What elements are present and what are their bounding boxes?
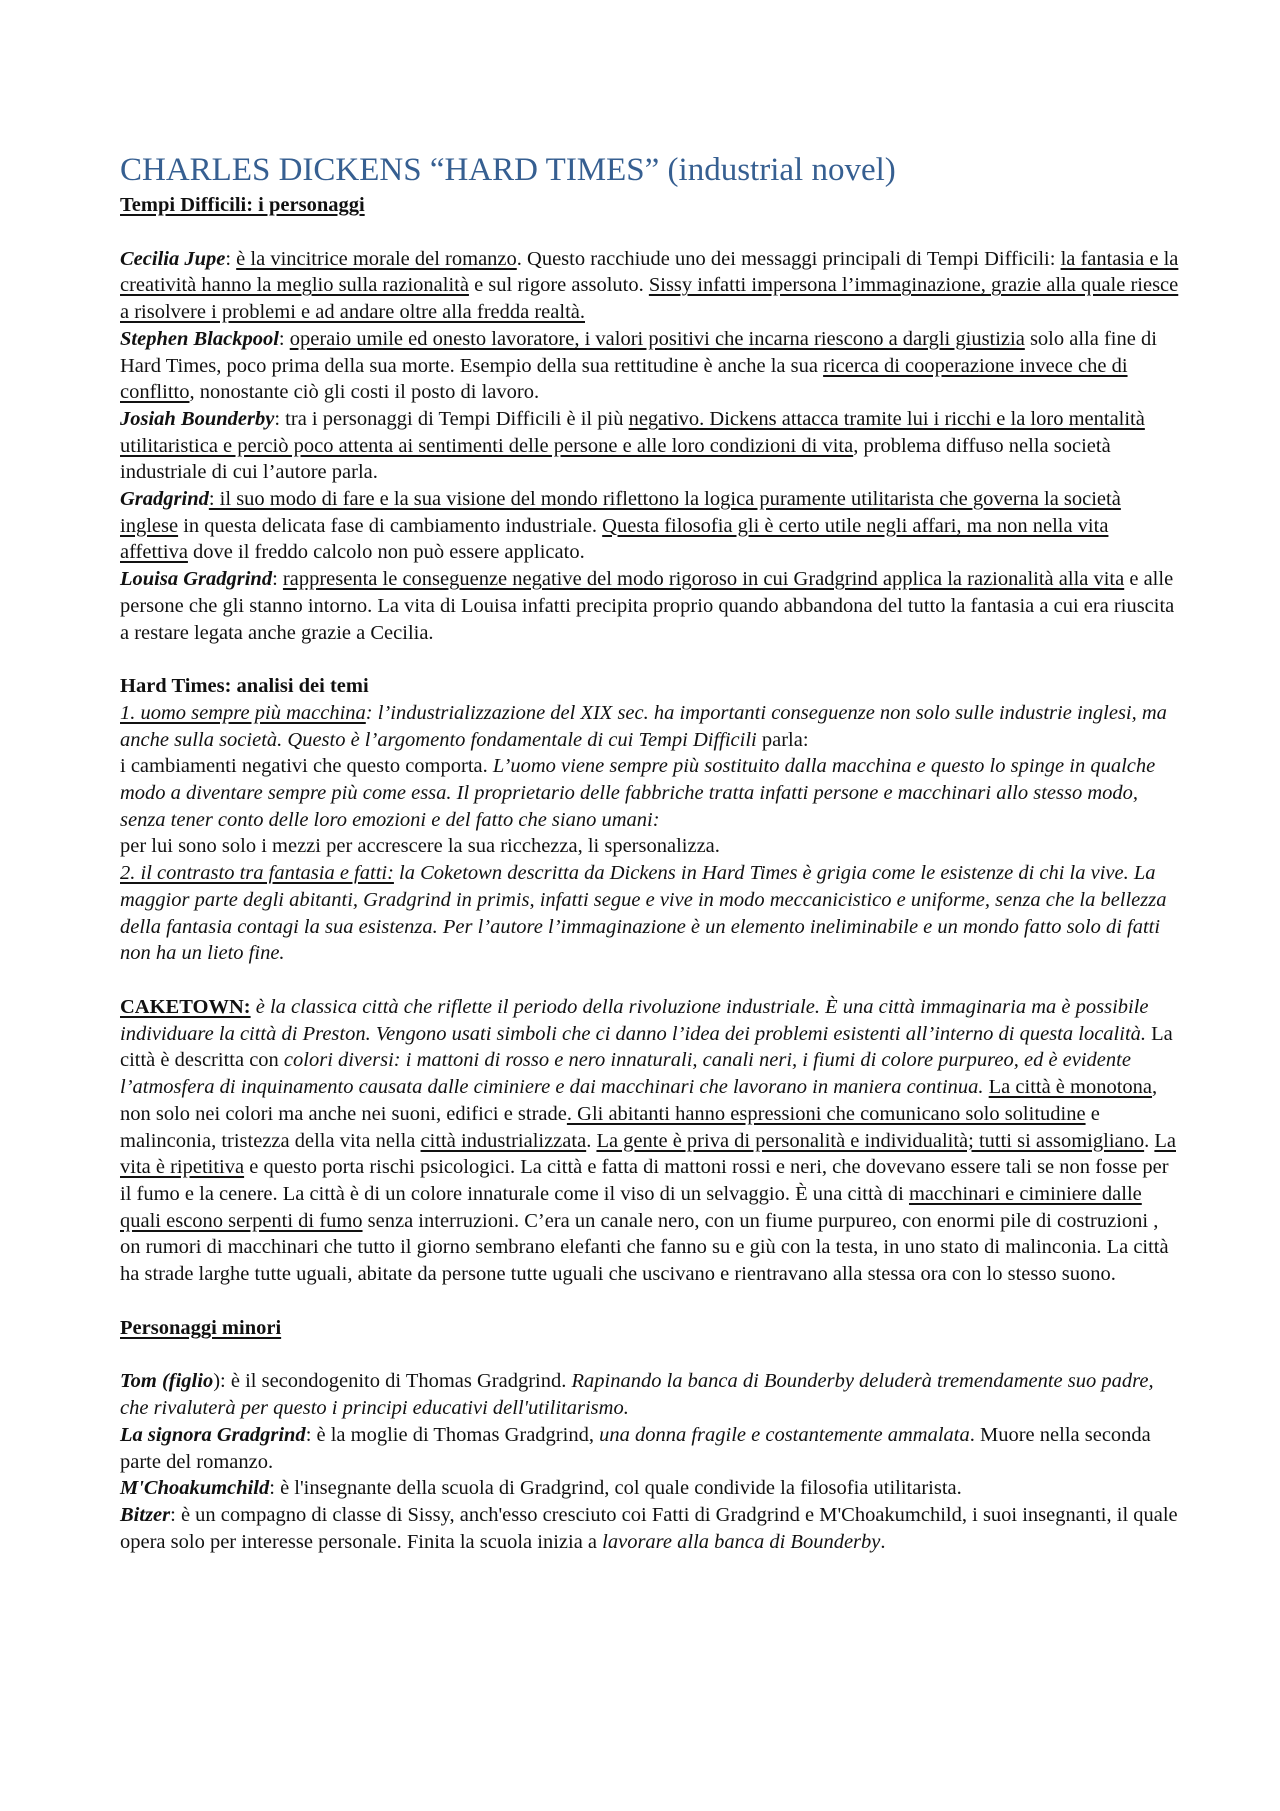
character-name: Bitzer bbox=[120, 1503, 171, 1526]
paragraph-caketown: CAKETOWN: è la classica città che riflette il periodo della rivoluzione industriale. È una città immaginaria ma è possibile individuare la città di Preston. Vengono usati simboli che ci danno l’idea dei problemi esistenti all’interno di questa località. La città è descritta con colori diversi: i mattoni di rosso e nero innaturali, canali neri, i fiumi di colore purpureo, ed è evidente l’atmosfera di inquinamento causata dalle ciminiere e dai macchinari che lavorano in maniera continua. La città è monotona, non solo nei colori ma anche nei suoni, edifici e strade. Gli abitanti hanno espressioni che comunicano solo solitudine e malinconia, tristezza della vita nella città industrializzata. La gente è priva di personalità e individualità; tutti si assomigliano. La vita è ripetitiva e questo porta rischi psicologici. La città e fatta di mattoni rossi e neri, che dovevano essere tali se non fosse per il fumo e la cenere. La città è di un colore innaturale come il viso di un selvaggio. È una città di macchinari e ciminiere dalle quali escono serpenti di fumo senza interruzioni. C’era un canale nero, con un fiume purpureo, con enormi pile di costruzioni , on rumori di macchinari che tutto il giorno sembrano elefanti che fanno su e giù con la testa, in uno stato di malinconia. La città ha strade larghe tutte uguali, abitate da persone tutte uguali che uscivano e rientravano alla stessa ora con lo stesso suono. bbox=[120, 995, 1176, 1286]
document-page bbox=[120, 150, 1180, 1555]
spacer bbox=[120, 219, 1180, 246]
spacer bbox=[120, 1288, 1180, 1315]
character-name: Gradgrind bbox=[120, 488, 209, 511]
character-name: Josiah Bounderby bbox=[120, 407, 275, 430]
character-name: Louisa Gradgrind bbox=[120, 568, 273, 591]
character-name: Stephen Blackpool bbox=[120, 327, 279, 350]
theme-label: 1. uomo sempre più macchina bbox=[120, 701, 366, 724]
character-name: M'Choakumchild bbox=[120, 1477, 270, 1500]
paragraph-bitzer: Bitzer: è un compagno di classe di Sissy, anch'esso cresciuto coi Fatti di Gradgrind e M'Choakumchild, i suoi insegnanti, il quale opera solo per interesse personale. Finita la scuola inizia a lavorare alla banca di Bounderby. bbox=[120, 1503, 1178, 1553]
paragraph-theme-1: 1. uomo sempre più macchina: l’industrializzazione del XIX sec. ha importanti conseguenze non solo sulle industrie inglesi, ma anche sulla società. Questo è l’argomento fondamentale di cui Tempi Difficili parla: i cambiamenti negativi che questo comporta. L’uomo viene sempre più sostituito dalla macchina e questo lo spinge in qualche modo a diventare sempre più come essa. Il proprietario delle fabbriche tratta infatti persone e macchinari allo stesso modo, senza tener conto delle loro emozioni e del fatto che siano umani: per lui sono solo i mezzi per accrescere la sua ricchezza, li spersonalizza. bbox=[120, 701, 1167, 858]
paragraph-josiah-bounderby: Josiah Bounderby: tra i personaggi di Tempi Difficili è il più negativo. Dickens attacca tramite lui i ricchi e la loro mentalità utilitaristica e perciò poco attenta ai sentimenti delle persone e alle loro condizioni di vita, problema diffuso nella società industriale di cui l’autore parla. bbox=[120, 407, 1145, 484]
theme-label: 2. il contrasto tra fantasia e fatti: bbox=[120, 862, 394, 885]
paragraph-cecilia-jupe: Cecilia Jupe: è la vincitrice morale del romanzo. Questo racchiude uno dei messaggi principali di Tempi Difficili: la fantasia e la creatività hanno la meglio sulla razionalità e sul rigore assoluto. Sissy infatti impersona l’immaginazione, grazie alla quale riesce a risolvere i problemi e ad andare oltre alla fredda realtà. bbox=[120, 247, 1179, 324]
section-heading-personaggi-minori: Personaggi minori bbox=[120, 1316, 282, 1339]
spacer bbox=[120, 1341, 1180, 1368]
paragraph-gradgrind: Gradgrind: il suo modo di fare e la sua visione del mondo riflettono la logica puramente utilitarista che governa la società inglese in questa delicata fase di cambiamento industriale. Questa filosofia gli è certo utile negli affari, ma non nella vita affettiva dove il freddo calcolo non può essere applicato. bbox=[120, 488, 1121, 564]
paragraph-tom: Tom (figlio): è il secondogenito di Thomas Gradgrind. Rapinando la banca di Bounderby deluderà tremendamente suo padre, che rivaluterà per questo i principi educativi dell'utilitarismo. bbox=[120, 1370, 1154, 1420]
character-name: Cecilia Jupe bbox=[120, 247, 226, 270]
character-name: Tom (figlio bbox=[120, 1370, 214, 1393]
section-heading-personaggi: Tempi Difficili: i personaggi bbox=[120, 194, 365, 216]
caketown-label: CAKETOWN: bbox=[120, 995, 251, 1018]
paragraph-theme-2: 2. il contrasto tra fantasia e fatti: la Coketown descritta da Dickens in Hard Times è grigia come le esistenze di chi la vive. La maggior parte degli abitanti, Gradgrind in primis, infatti segue e vive in modo meccanicistico e uniforme, senza che la bellezza della fantasia contagi la sua esistenza. Per l’autore l’immaginazione è un elemento ineliminabile e un mondo fatto solo di fatti non ha un lieto fine. bbox=[120, 862, 1167, 965]
paragraph-louisa-gradgrind: Louisa Gradgrind: rappresenta le conseguenze negative del modo rigoroso in cui Gradgrind applica la razionalità alla vita e alle persone che gli stanno intorno. La vita di Louisa infatti precipita proprio quando abbandona del tutto la fantasia a cui era riuscita a restare legata anche grazie a Cecilia. bbox=[120, 568, 1175, 644]
document-title: CHARLES DICKENS “HARD TIMES” (industrial novel) bbox=[120, 152, 896, 188]
spacer bbox=[120, 967, 1180, 994]
spacer bbox=[120, 646, 1180, 673]
paragraph-signora-gradgrind: La signora Gradgrind: è la moglie di Thomas Gradgrind, una donna fragile e costantemente ammalata. Muore nella seconda parte del romanzo. bbox=[120, 1423, 1151, 1473]
paragraph-stephen-blackpool: Stephen Blackpool: operaio umile ed onesto lavoratore, i valori positivi che incarna riescono a dargli giustizia solo alla fine di Hard Times, poco prima della sua morte. Esempio della sua rettitudine è anche la sua ricerca di cooperazione invece che di conflitto, nonostante ciò gli costi il posto di lavoro. bbox=[120, 327, 1157, 404]
section-heading-temi: Hard Times: analisi dei temi bbox=[120, 675, 369, 698]
character-name: La signora Gradgrind bbox=[120, 1423, 306, 1446]
paragraph-mchoakumchild: M'Choakumchild: è l'insegnante della scuola di Gradgrind, col quale condivide la filosofia utilitarista. bbox=[120, 1477, 962, 1500]
